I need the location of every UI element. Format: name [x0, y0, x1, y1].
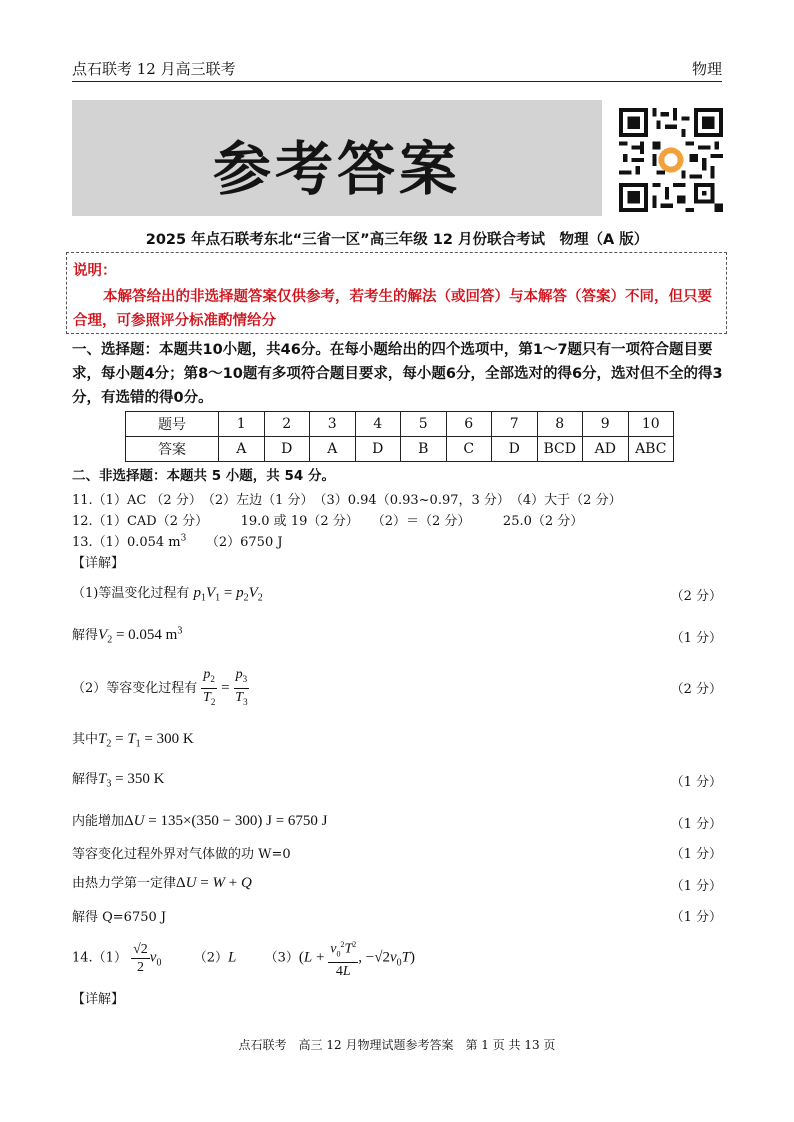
- score-label: （2 分）: [670, 682, 722, 697]
- exam-title: 2025 年点石联考东北“三省一区”高三年级 12 月份联合考试 物理（A 版）: [145, 232, 649, 248]
- header-exam-name: 点石联考 12 月高三联考: [72, 60, 236, 78]
- answer-cell: D: [355, 437, 401, 462]
- step-text: （1)等温变化过程有: [72, 586, 190, 601]
- score-label: （1 分）: [670, 631, 722, 646]
- table-row-label: 题号: [126, 412, 219, 437]
- question-number: 5: [401, 412, 447, 437]
- note-text: 本解答给出的非选择题答案仅供参考，若考生的解法（或回答）与本解答（答案）不同，但只要合理，可参照评分标准酌情给分: [73, 289, 712, 329]
- q13-suffix: （2）6750 J: [186, 535, 283, 550]
- answer-banner: [72, 100, 602, 216]
- qr-code-icon: [619, 108, 723, 212]
- note-label: 说明：: [73, 263, 117, 279]
- answer-cell: C: [446, 437, 492, 462]
- detail-label: 【详解】: [72, 992, 125, 1007]
- score-label: （1 分）: [670, 879, 722, 894]
- question-number: 9: [583, 412, 629, 437]
- step-isochoric: （2）等容变化过程有 $\frac{p_2}{T_2}$ = $\frac{p_3}{T_3}$: [72, 667, 248, 707]
- banner-title: 参考答案: [212, 135, 461, 203]
- score-label: （1 分）: [670, 817, 722, 832]
- step-work: 等容变化过程外界对气体做的功 W=0: [72, 847, 291, 862]
- q12-answer: 12.（1）CAD（2 分） 19.0 或 19（2 分） （2）＝（2 分） 25.0（2 分）: [72, 514, 584, 529]
- answer-cell: D: [264, 437, 310, 462]
- step-solve-t3: 解得$T_3 = 350$ K: [72, 771, 165, 790]
- question-number: 10: [628, 412, 674, 437]
- score-label: （1 分）: [670, 910, 722, 925]
- q14-part3: （3）: [264, 950, 299, 966]
- q14-prefix: 14.（1）: [72, 950, 127, 966]
- section2-heading: 二、非选择题：本题共 5 小题，共 54 分。: [72, 468, 335, 484]
- answer-cell: ABC: [628, 437, 674, 462]
- score-label: （1 分）: [670, 775, 722, 790]
- header-subject: 物理: [691, 60, 722, 78]
- step-text: 内能增加: [72, 814, 125, 829]
- step-text: 其中: [72, 732, 99, 747]
- step-internal-energy: 内能增加ΔU = 135×(350 − 300) J = 6750 J: [72, 813, 328, 829]
- q11-answer: 11.（1）AC （2 分） （2）左边（1 分） （3）0.94（0.93~0.97，3 分） （4）大于（2 分）: [72, 493, 622, 508]
- detail-label: 【详解】: [72, 556, 125, 571]
- answer-cell: A: [219, 437, 265, 462]
- question-number: 3: [310, 412, 356, 437]
- table-row-label: 答案: [126, 437, 219, 462]
- score-label: （2 分）: [670, 589, 722, 604]
- answer-cell: B: [401, 437, 447, 462]
- q14-part2: （2）: [193, 950, 229, 966]
- step-first-law: 由热力学第一定律ΔU = W + Q: [72, 875, 252, 891]
- question-number: 4: [355, 412, 401, 437]
- answer-cell: D: [492, 437, 538, 462]
- q14-answer: 14.（1） $\frac{√2}{2}$ $v_0$ （2）L （3）(L + $\frac{v_0^2T^2}{4L}$ , $-√2v_0T$): [72, 936, 415, 980]
- step-text: （2）等容变化过程有: [72, 680, 198, 696]
- answer-cell: A: [310, 437, 356, 462]
- q13-prefix: 13.（1）0.054 m: [72, 535, 181, 550]
- step-text: 由热力学第一定律: [72, 876, 177, 891]
- question-number: 2: [264, 412, 310, 437]
- step-text: 解得: [72, 628, 99, 643]
- q13-sup: 3: [180, 533, 187, 544]
- table-row: [126, 412, 674, 437]
- answer-cell: AD: [583, 437, 629, 462]
- step-solve-v2: 解得$V_2 = 0.054$ $m^3$: [72, 625, 183, 646]
- score-label: （1 分）: [670, 847, 722, 862]
- table-row: [126, 437, 674, 462]
- question-number: 7: [492, 412, 538, 437]
- question-number: 1: [219, 412, 265, 437]
- page-header: [72, 58, 722, 82]
- answer-table: [125, 411, 674, 462]
- question-number: 6: [446, 412, 492, 437]
- step-where: 其中$T_2 = T_1 = 300$ K: [72, 731, 194, 750]
- step-solve-q: 解得 Q=6750 J: [72, 910, 167, 925]
- q13-answer: [72, 531, 283, 550]
- question-number: 8: [537, 412, 583, 437]
- step-text: 解得: [72, 772, 99, 787]
- page-footer: 点石联考 高三 12 月物理试题参考答案 第 1 页 共 13 页: [238, 1038, 556, 1052]
- section1-heading: 一、选择题：本题共10小题，共46分。在每小题给出的四个选项中，第1～7题只有一项符合题目要求，每小题4分；第8～10题有多项符合题目要求，每小题6分，全部选对的得6分，选对但不全的得3分，有选错的得0分。: [72, 342, 723, 406]
- note-box: [66, 252, 727, 334]
- answer-cell: BCD: [537, 437, 583, 462]
- step-isothermal: （1)等温变化过程有 $p_1V_1 = p_2V_2$: [72, 585, 263, 604]
